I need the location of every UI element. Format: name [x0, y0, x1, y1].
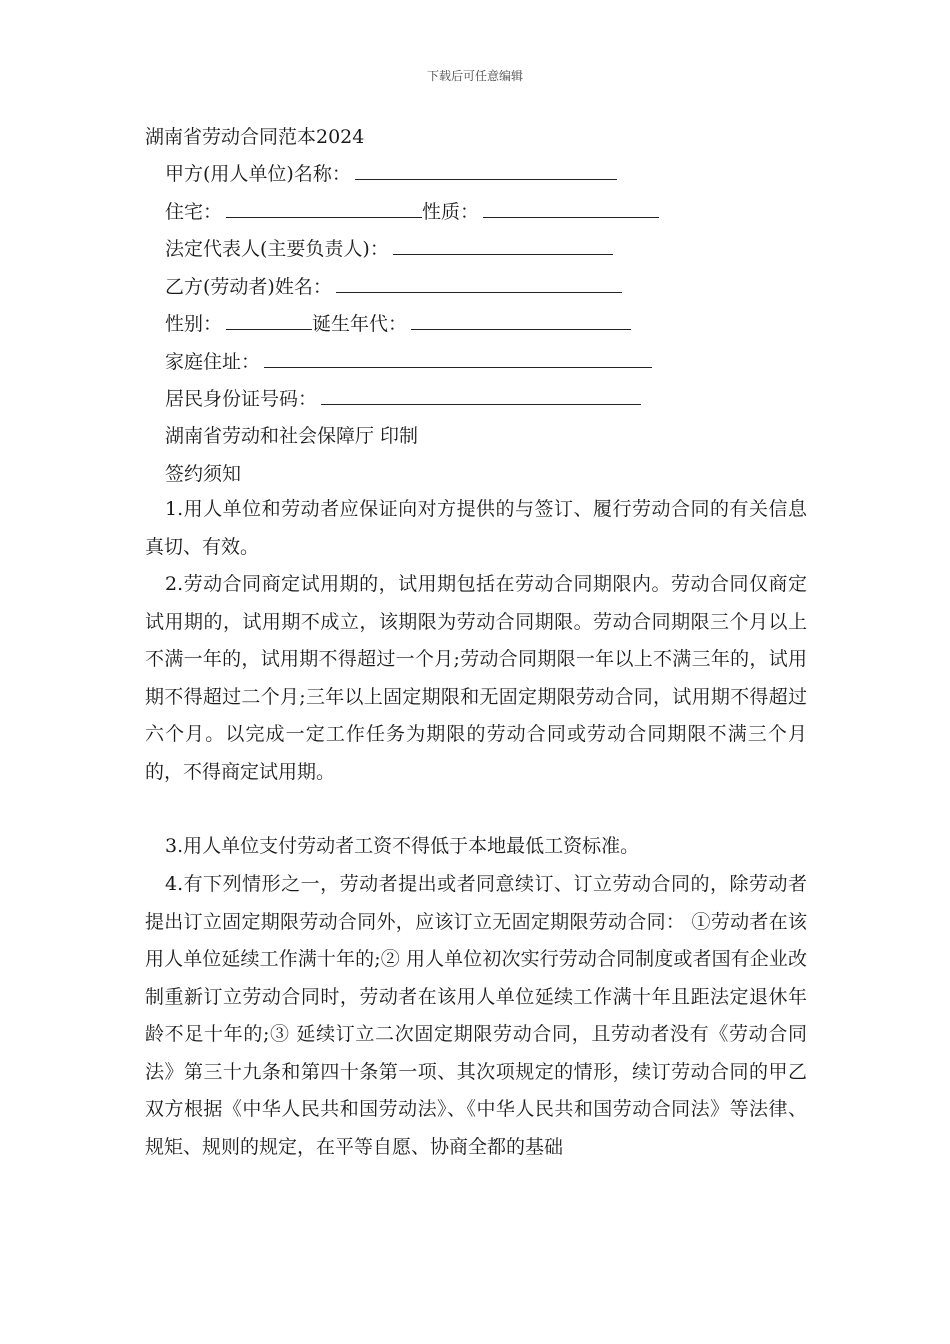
gender-label: 性别：	[165, 313, 223, 335]
home-address-blank[interactable]	[264, 349, 652, 368]
employee-name-line	[165, 274, 622, 300]
legal-rep-line	[165, 236, 613, 262]
employer-name-blank[interactable]	[355, 161, 617, 180]
employee-name-blank[interactable]	[336, 274, 622, 293]
residence-nature-line	[165, 199, 659, 225]
notice-paragraph-1: 1.用人单位和劳动者应保证向对方提供的与签订、履行劳动合同的有关信息真切、有效。	[145, 498, 807, 558]
id-number-blank[interactable]	[321, 386, 641, 405]
id-number-label: 居民身份证号码：	[165, 388, 318, 410]
residence-label: 住宅：	[165, 201, 223, 223]
document-title: 湖南省劳动合同范本2024	[145, 126, 365, 148]
notice-paragraph-4: 4.有下列情形之一，劳动者提出或者同意续订、订立劳动合同的，除劳动者提出订立固定期限劳动合同外，应该订立无固定期限劳动合同： ①劳动者在该用人单位延续工作满十年的;② 用人单位初次实行劳动合同制度或者国有企业改制重新订立劳动合同时，劳动者在该用人单位延续工作满十年且距法定退休年龄不足十年的;③ 延续订立二次固定期限劳动合同，且劳动者没有《劳动合同法》第三十九条和第四十条第一项、其次项规定的情形，续订劳动合同的甲乙双方根据《中华人民共和国劳动法》、《中华人民共和国劳动合同法》等法律、规矩、规则的规定，在平等自愿、协商全都的基础	[145, 873, 807, 1158]
notice-paragraph-3: 3.用人单位支付劳动者工资不得低于本地最低工资标准。	[165, 835, 640, 857]
employer-name-label: 甲方(用人单位)名称：	[165, 163, 351, 185]
nature-blank[interactable]	[483, 199, 659, 218]
home-address-line	[165, 349, 652, 375]
legal-rep-blank[interactable]	[393, 236, 613, 255]
notice-paragraph-2: 2.劳动合同商定试用期的，试用期包括在劳动合同期限内。劳动合同仅商定试用期的，试用期不成立，该期限为劳动合同期限。劳动合同期限三个月以上不满一年的，试用期不得超过一个月;劳动合同期限一年以上不满三年的，试用期不得超过二个月;三年以上固定期限和无固定期限劳动合同，试用期不得超过六个月。以完成一定工作任务为期限的劳动合同或劳动合同期限不满三个月的，不得商定试用期。	[145, 573, 807, 783]
issuer-line: 湖南省劳动和社会保障厅 印制	[165, 425, 419, 447]
birth-label: 诞生年代：	[312, 313, 408, 335]
notice-heading: 签约须知	[165, 463, 242, 485]
gender-birth-line	[165, 311, 631, 337]
residence-blank[interactable]	[226, 199, 422, 218]
legal-rep-label: 法定代表人(主要负责人)：	[165, 238, 389, 260]
employer-name-line	[165, 161, 617, 187]
birth-blank[interactable]	[411, 311, 631, 330]
employee-name-label: 乙方(劳动者)姓名：	[165, 276, 332, 298]
home-address-label: 家庭住址：	[165, 351, 261, 373]
gender-blank[interactable]	[226, 311, 312, 330]
nature-label: 性质：	[422, 201, 480, 223]
header-note: 下载后可任意编辑	[426, 69, 523, 83]
id-number-line	[165, 386, 641, 412]
